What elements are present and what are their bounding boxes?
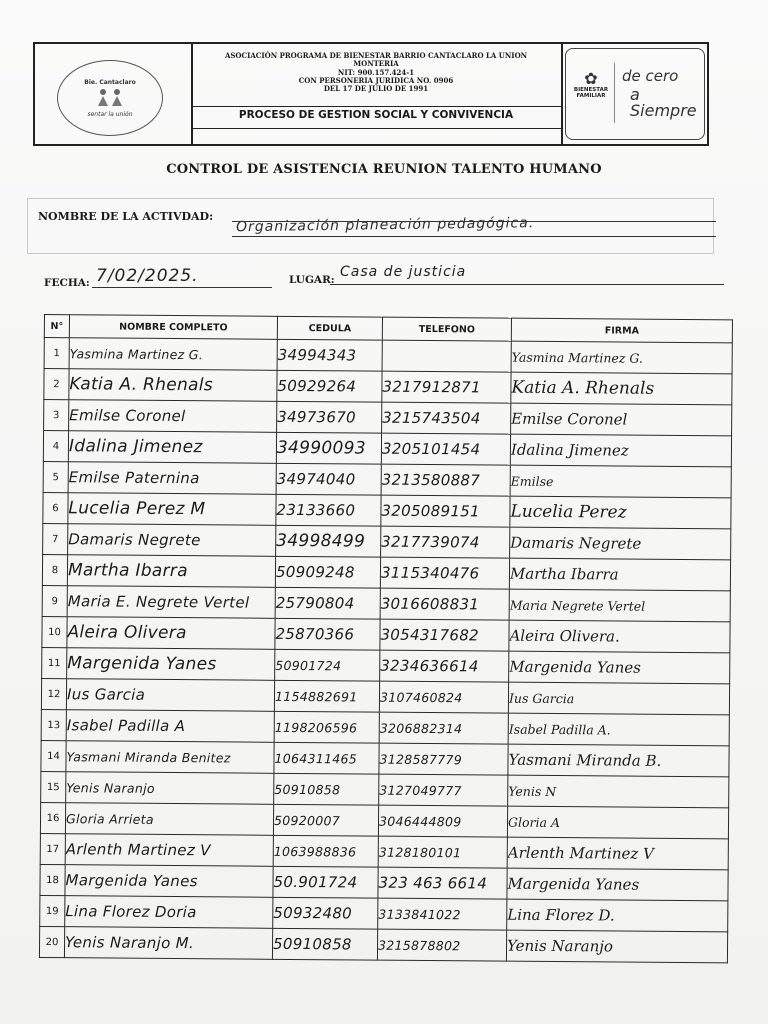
row-number: 3 xyxy=(44,400,69,431)
row-signature: Yasmina Martinez G. xyxy=(511,341,732,374)
row-telefono: 3234636614 xyxy=(380,650,509,682)
fecha-value: 7/02/2025. xyxy=(96,266,199,286)
row-cedula: 34998499 xyxy=(276,525,381,557)
row-cedula: 25790804 xyxy=(275,587,380,619)
row-signature: Yenis N xyxy=(508,775,729,808)
header-number: N° xyxy=(44,315,69,338)
fecha-line xyxy=(92,287,272,288)
row-signature: Aleira Olivera. xyxy=(509,620,730,653)
row-signature: Lina Florez D. xyxy=(507,899,728,932)
siempre-text: a Siempre xyxy=(630,85,697,120)
row-telefono: 3133841022 xyxy=(378,898,507,930)
row-signature: Idalina Jimenez xyxy=(510,434,731,467)
bienestar-label: BIENESTAR FAMILIAR xyxy=(573,87,609,99)
row-number: 18 xyxy=(40,864,65,895)
association-logo xyxy=(57,60,163,136)
org-city: MONTERIA xyxy=(353,59,399,69)
row-cedula: 1154882691 xyxy=(274,680,379,712)
row-number: 4 xyxy=(43,431,68,462)
row-name: Katia A. Rhenals xyxy=(69,369,277,402)
row-cedula: 23133660 xyxy=(276,494,381,526)
logo-separator xyxy=(614,63,615,123)
header-name: NOMBRE COMPLETO xyxy=(69,315,277,340)
row-signature: Margenida Yanes xyxy=(507,868,728,901)
row-cedula: 1063988836 xyxy=(273,835,378,867)
org-divider xyxy=(191,106,561,107)
org-divider-bottom xyxy=(191,128,561,129)
row-signature: Katia A. Rhenals xyxy=(511,372,732,405)
table-row xyxy=(39,926,727,962)
document-header xyxy=(33,42,709,146)
row-number: 19 xyxy=(40,895,65,926)
row-number: 2 xyxy=(44,369,69,400)
row-name: Emilse Paternina xyxy=(68,462,276,495)
row-telefono: 3215743504 xyxy=(382,402,511,434)
row-number: 16 xyxy=(40,802,65,833)
row-telefono: 3206882314 xyxy=(379,712,508,744)
row-signature: Yasmani Miranda B. xyxy=(508,744,729,777)
row-telefono: 3213580887 xyxy=(381,464,510,496)
page-title: CONTROL DE ASISTENCIA REUNION TALENTO HUMANO xyxy=(166,162,602,177)
row-telefono: 3016608831 xyxy=(380,588,509,620)
lugar-label: LUGAR: xyxy=(289,274,335,286)
row-name: Isabel Padilla A xyxy=(66,710,274,743)
family-icon: ✿ xyxy=(584,69,598,88)
row-cedula: 50932480 xyxy=(273,897,378,929)
row-signature: Damaris Negrete xyxy=(510,527,731,560)
row-cedula: 25870366 xyxy=(275,618,380,650)
lugar-line xyxy=(330,284,724,285)
de-cero-text: de cero xyxy=(622,67,679,85)
fecha-label: FECHA: xyxy=(44,277,90,289)
row-cedula: 1198206596 xyxy=(274,711,379,743)
row-cedula: 50.901724 xyxy=(273,866,378,898)
lugar-value: Casa de justicia xyxy=(340,264,467,280)
row-name: Emilse Coronel xyxy=(69,400,277,433)
row-name: Maria E. Negrete Vertel xyxy=(67,586,275,619)
row-name: Martha Ibarra xyxy=(67,555,275,588)
row-signature: Maria Negrete Vertel xyxy=(509,589,730,622)
row-telefono: 3205101454 xyxy=(381,433,510,465)
row-telefono: 3115340476 xyxy=(380,557,509,589)
org-personeria: CON PERSONERIA JURIDICA NO. 0906 xyxy=(298,75,454,85)
row-cedula: 1064311465 xyxy=(274,742,379,774)
header-firma: FIRMA xyxy=(511,318,732,343)
row-name: Yenis Naranjo M. xyxy=(64,927,272,960)
row-name: Margenida Yanes xyxy=(65,865,273,898)
row-number: 11 xyxy=(42,647,67,678)
row-signature: Emilse xyxy=(510,465,731,498)
activity-line xyxy=(232,221,716,222)
activity-value: Organización planeación pedagógica. xyxy=(235,215,535,236)
attendance-table xyxy=(39,314,733,963)
row-telefono xyxy=(382,340,511,372)
row-cedula: 50909248 xyxy=(275,556,380,588)
row-name: Gloria Arrieta xyxy=(65,803,273,836)
row-number: 13 xyxy=(41,709,66,740)
row-number: 10 xyxy=(42,616,67,647)
row-telefono: 3046444809 xyxy=(378,805,507,837)
row-cedula: 34974040 xyxy=(276,463,381,495)
row-name: Lucelia Perez M xyxy=(68,493,276,526)
row-name: Lina Florez Doria xyxy=(65,896,273,929)
header-telefono: TELEFONO xyxy=(382,317,511,341)
row-cedula: 50910858 xyxy=(272,928,377,960)
organization-text xyxy=(195,52,557,93)
row-cedula: 50901724 xyxy=(275,649,380,681)
row-name: Yenis Naranjo xyxy=(66,772,274,805)
process-title: PROCESO DE GESTION SOCIAL Y CONVIVENCIA xyxy=(238,109,514,121)
org-name: ASOCIACIÓN PROGRAMA DE BIENESTAR BARRIO CANTACLARO LA UNION xyxy=(224,51,528,60)
row-signature: Gloria A xyxy=(507,806,728,839)
row-number: 1 xyxy=(44,338,69,369)
row-name: Arlenth Martinez V xyxy=(65,834,273,867)
row-telefono: 3128180101 xyxy=(378,836,507,868)
row-cedula: 50910858 xyxy=(274,773,379,805)
row-name: Damaris Negrete xyxy=(68,524,276,557)
row-telefono: 3054317682 xyxy=(380,619,509,651)
row-telefono: 3107460824 xyxy=(379,681,508,713)
row-number: 15 xyxy=(41,771,66,802)
row-name: Yasmina Martinez G. xyxy=(69,338,277,371)
icbf-logo xyxy=(565,48,705,140)
organization-info xyxy=(191,44,563,144)
row-name: Idalina Jimenez xyxy=(68,431,276,464)
logo-top-text: Bie. Cantaclaro xyxy=(84,79,136,86)
org-date: DEL 17 DE JULIO DE 1991 xyxy=(323,84,429,94)
row-name: Ius Garcia xyxy=(66,679,274,712)
row-number: 6 xyxy=(43,492,68,523)
logo-bottom-text: sentar la unión xyxy=(87,111,133,118)
association-logo-cell xyxy=(35,44,193,144)
header-cedula: CEDULA xyxy=(277,316,382,340)
row-signature: Isabel Padilla A. xyxy=(508,713,729,746)
row-cedula: 50920007 xyxy=(273,804,378,836)
row-telefono: 3217739074 xyxy=(381,526,510,558)
row-telefono: 323 463 6614 xyxy=(378,867,507,899)
activity-label: NOMBRE DE LA ACTIVDAD: xyxy=(38,210,214,223)
row-cedula: 34973670 xyxy=(277,401,382,433)
row-cedula: 34994343 xyxy=(277,339,382,371)
row-number: 17 xyxy=(40,833,65,864)
row-signature: Arlenth Martinez V xyxy=(507,837,728,870)
row-cedula: 34990093 xyxy=(276,432,381,464)
row-telefono: 3215878802 xyxy=(377,929,506,961)
row-number: 12 xyxy=(41,678,66,709)
row-signature: Ius Garcia xyxy=(508,682,729,715)
row-number: 20 xyxy=(39,926,64,957)
row-number: 7 xyxy=(43,523,68,554)
activity-line-2 xyxy=(232,236,716,237)
row-signature: Martha Ibarra xyxy=(509,558,730,591)
row-telefono: 3205089151 xyxy=(381,495,510,527)
row-signature: Yenis Naranjo xyxy=(506,930,727,963)
row-telefono: 3127049777 xyxy=(379,774,508,806)
row-name: Margenida Yanes xyxy=(67,648,275,681)
row-signature: Lucelia Perez xyxy=(510,496,731,529)
bienestar-logo xyxy=(572,71,610,111)
row-number: 8 xyxy=(42,554,67,585)
org-nit: NIT: 900.157.424-1 xyxy=(337,67,415,77)
row-number: 5 xyxy=(43,461,68,492)
row-signature: Margenida Yanes xyxy=(509,651,730,684)
row-cedula: 50929264 xyxy=(277,370,382,402)
row-telefono: 3128587779 xyxy=(379,743,508,775)
row-number: 9 xyxy=(42,585,67,616)
row-signature: Emilse Coronel xyxy=(511,403,732,436)
row-name: Aleira Olivera xyxy=(67,617,275,650)
row-telefono: 3217912871 xyxy=(382,371,511,403)
row-name: Yasmani Miranda Benitez xyxy=(66,741,274,774)
children-figures-icon xyxy=(94,87,126,107)
row-number: 14 xyxy=(41,740,66,771)
